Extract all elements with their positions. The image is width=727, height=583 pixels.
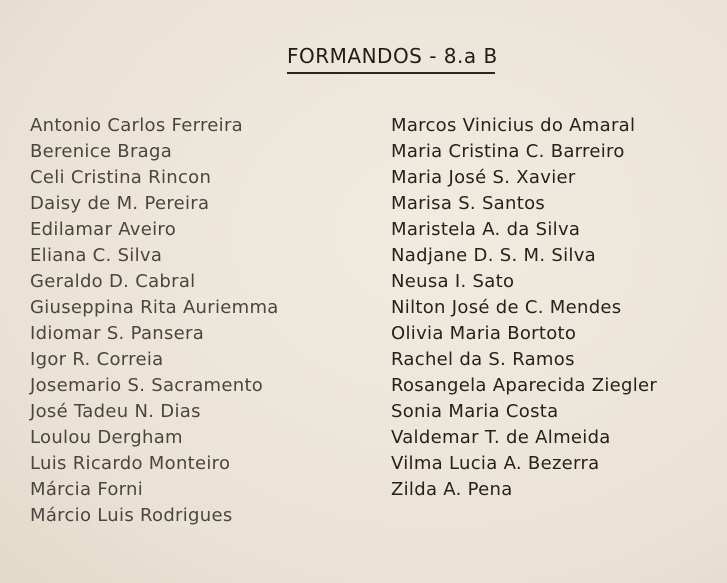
list-item: Maria Cristina C. Barreiro — [391, 141, 625, 162]
list-item: Geraldo D. Cabral — [30, 271, 196, 292]
list-item: Marcos Vinicius do Amaral — [391, 115, 636, 136]
list-item: Maria José S. Xavier — [391, 167, 576, 188]
names-list-right — [391, 113, 657, 503]
list-item: Idiomar S. Pansera — [30, 323, 205, 344]
list-item: Rosangela Aparecida Ziegler — [391, 375, 658, 396]
list-item: Loulou Dergham — [30, 427, 183, 448]
list-item: Olivia Maria Bortoto — [391, 323, 577, 344]
list-item: Antonio Carlos Ferreira — [30, 115, 243, 136]
list-item: Neusa I. Sato — [391, 271, 515, 292]
list-item: Vilma Lucia A. Bezerra — [391, 453, 600, 474]
list-item: Nadjane D. S. M. Silva — [391, 245, 597, 266]
list-item: Nilton José de C. Mendes — [391, 297, 622, 318]
list-item: Zilda A. Pena — [391, 479, 513, 500]
list-item: Josemario S. Sacramento — [30, 375, 264, 396]
list-item: Luis Ricardo Monteiro — [30, 453, 231, 474]
list-item: Celi Cristina Rincon — [30, 167, 212, 188]
list-item: Igor R. Correia — [30, 349, 164, 370]
title-underline — [287, 72, 495, 74]
list-item: Daisy de M. Pereira — [30, 193, 210, 214]
list-item: Márcio Luis Rodrigues — [30, 505, 233, 526]
list-item: Berenice Braga — [30, 141, 173, 162]
list-item: Maristela A. da Silva — [391, 219, 581, 240]
list-item: Eliana C. Silva — [30, 245, 163, 266]
list-item: Marisa S. Santos — [391, 193, 546, 214]
list-item: Márcia Forni — [30, 479, 144, 500]
list-item: Rachel da S. Ramos — [391, 349, 575, 370]
list-item: José Tadeu N. Dias — [30, 401, 201, 422]
page-title: FORMANDOS - 8.a B — [287, 44, 498, 68]
list-item: Sonia Maria Costa — [391, 401, 559, 422]
list-item: Giuseppina Rita Auriemma — [30, 297, 279, 318]
list-item: Edilamar Aveiro — [30, 219, 177, 240]
list-item: Valdemar T. de Almeida — [391, 427, 611, 448]
names-list-left — [30, 113, 279, 529]
